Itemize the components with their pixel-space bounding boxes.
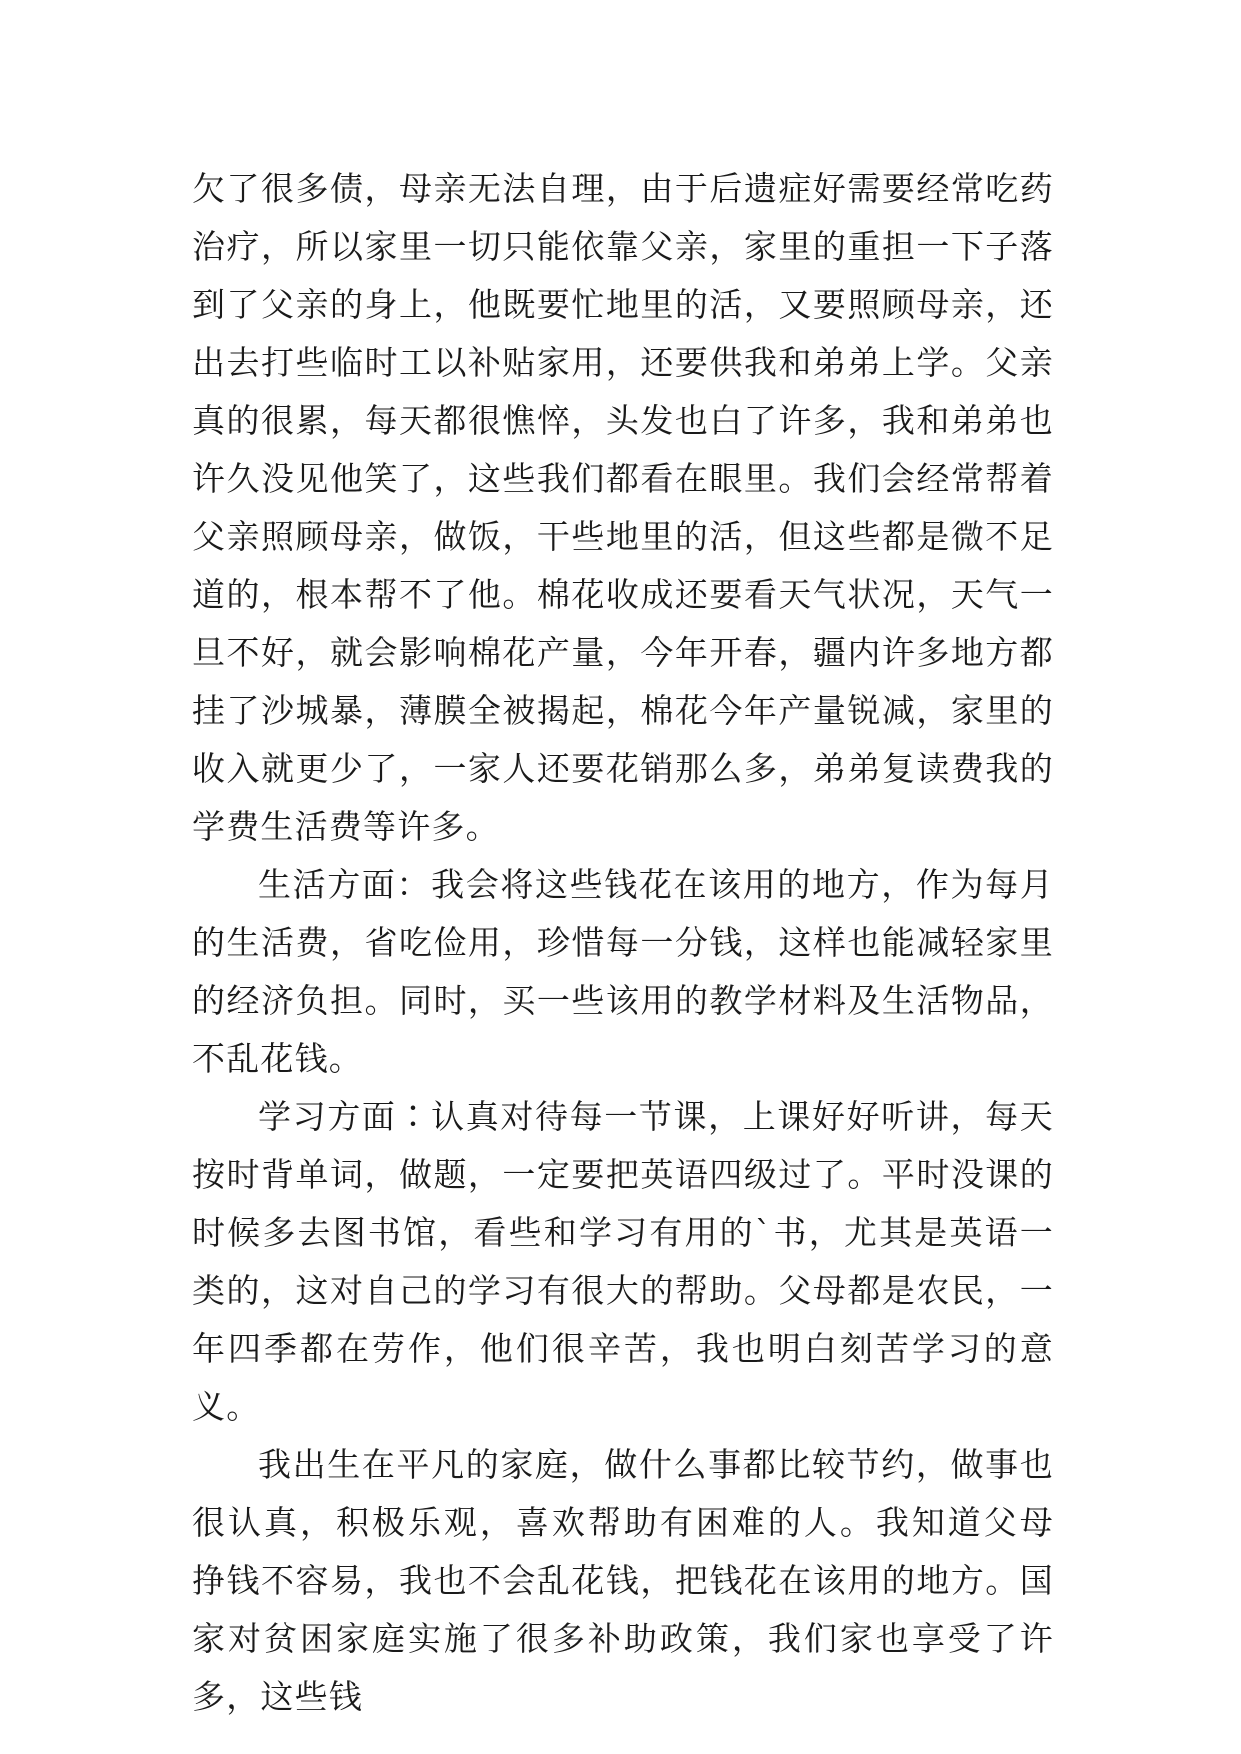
document-body (192, 160, 1054, 1726)
paragraph-living-plan: 生活方面：我会将这些钱花在该用的地方，作为每月的生活费，省吃俭用，珍惜每一分钱，这样也能减轻家里的经济负担。同时，买一些该用的教学材料及生活物品，不乱花钱。 (192, 865, 1054, 1078)
paragraph-family-hardship: 欠了很多债，母亲无法自理，由于后遗症好需要经常吃药治疗，所以家里一切只能依靠父亲，家里的重担一下子落到了父亲的身上，他既要忙地里的活，又要照顾母亲，还出去打些临时工以补贴家用，还要供我和弟弟上学。父亲真的很累，每天都很憔悴，头发也白了许多，我和弟弟也许久没见他笑了，这些我们都看在眼里。我们会经常帮着父亲照顾母亲，做饭，干些地里的活，但这些都是微不足道的，根本帮不了他。棉花收成还要看天气状况，天气一旦不好，就会影响棉花产量，今年开春，疆内许多地方都挂了沙城暴，薄膜全被揭起，棉花今年产量锐减，家里的收入就更少了，一家人还要花销那么多，弟弟复读费我的学费生活费等许多。 (192, 169, 1054, 846)
paragraph-study-plan: 学习方面∶认真对待每一节课，上课好好听讲，每天按时背单词，做题，一定要把英语四级过了。平时没课的时候多去图书馆，看些和学习有用的`书，尤其是英语一类的，这对自己的学习有很大的帮助。父母都是农民，一年四季都在劳作，他们很辛苦，我也明白刻苦学习的意义。 (192, 1097, 1054, 1426)
paragraph-personal-background: 我出生在平凡的家庭，做什么事都比较节约，做事也很认真，积极乐观，喜欢帮助有困难的人。我知道父母 挣钱不容易，我也不会乱花钱，把钱花在该用的地方。国家对贫困家庭实施了很多补助政策，我们家也享受了许多，这些钱 (192, 1445, 1054, 1716)
